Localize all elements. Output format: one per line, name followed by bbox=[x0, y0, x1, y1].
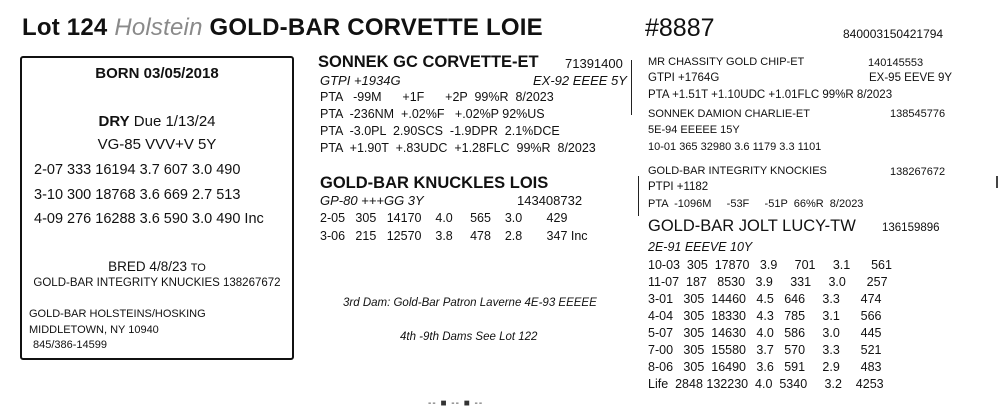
sire-dam-name: SONNEK DAMION CHARLIE-ET bbox=[648, 108, 810, 120]
dam-dam-reg: 136159896 bbox=[882, 222, 940, 234]
record-row: 3-10 300 18768 3.6 669 2.7 513 bbox=[34, 187, 241, 203]
dam-class: GP-80 +++GG 3Y bbox=[320, 193, 424, 208]
breed-label: Holstein bbox=[114, 14, 203, 41]
dam-dam-record-row: Life 2848 132230 4.0 5340 3.2 4253 bbox=[648, 377, 884, 391]
dam-dam-record-row: 10-03 305 17870 3.9 701 3.1 561 bbox=[648, 258, 892, 272]
cow-name: GOLD-BAR CORVETTE LOIE bbox=[209, 14, 543, 41]
cow-id: 840003150421794 bbox=[843, 27, 944, 41]
bred-bull: GOLD-BAR INTEGRITY KNUCKIES 138267672 bbox=[33, 277, 281, 289]
sire-pta-row: PTA +1.90T +.83UDC +1.28FLC 99%R 8/2023 bbox=[320, 141, 596, 155]
due-date: Due 1/13/24 bbox=[133, 113, 216, 130]
dam-name: GOLD-BAR KNUCKLES LOIS bbox=[320, 174, 549, 192]
lot-number: Lot 124 bbox=[22, 14, 108, 41]
dam-dam-record-row: 7-00 305 15580 3.7 570 3.3 521 bbox=[648, 343, 882, 357]
owner-phone: 845/386-14599 bbox=[33, 339, 108, 351]
sire-dam-reg: 138545776 bbox=[890, 108, 946, 120]
dam-sire-reg: 138267672 bbox=[890, 166, 946, 178]
dam-dam-record-row: 8-06 305 16490 3.6 591 2.9 483 bbox=[648, 360, 882, 374]
page-footer-fragment: -- ■ -- ■ -- bbox=[428, 398, 484, 409]
born-date: BORN 03/05/2018 bbox=[95, 65, 219, 82]
record-row: 2-07 333 16194 3.7 607 3.0 490 bbox=[34, 162, 241, 178]
dam-dam-record-row: 11-07 187 8530 3.9 331 3.0 257 bbox=[648, 275, 888, 289]
pedigree-line-dam bbox=[638, 176, 639, 216]
sire-pta-row: PTA -3.0PL 2.90SCS -1.9DPR 2.1%DCE bbox=[320, 124, 560, 138]
dry-label: DRY bbox=[98, 113, 130, 130]
bred-to: TO bbox=[190, 262, 206, 274]
sire-sire-name: MR CHASSITY GOLD CHIP-ET bbox=[648, 56, 805, 68]
dam-record-row: 2-05 305 14170 4.0 565 3.0 429 bbox=[320, 211, 568, 225]
cursor-marker bbox=[996, 176, 998, 188]
owner-city: MIDDLETOWN, NY 10940 bbox=[29, 324, 159, 336]
bred-line bbox=[22, 259, 292, 274]
sire-name: SONNEK GC CORVETTE-ET bbox=[318, 53, 539, 71]
bred-date: BRED 4/8/23 bbox=[108, 259, 187, 274]
dry-line bbox=[22, 113, 292, 130]
sire-dam-record: 10-01 365 32980 3.6 1179 3.3 1101 bbox=[648, 141, 822, 153]
dam-reg: 143408732 bbox=[517, 193, 583, 208]
dam-sire-ptpi: PTPI +1182 bbox=[648, 181, 709, 193]
sire-pta-row: PTA -99M +1F +2P 99%R 8/2023 bbox=[320, 90, 554, 104]
sire-sire-pta: PTA +1.51T +1.10UDC +1.01FLC 99%R 8/2023 bbox=[648, 89, 893, 101]
classification: VG-85 VVV+V 5Y bbox=[97, 136, 217, 153]
sire-gtpi: GTPI +1934G bbox=[320, 73, 401, 88]
dam-dam-record-row: 3-01 305 14460 4.5 646 3.3 474 bbox=[648, 292, 882, 306]
sire-dam-class: 5E-94 EEEEE 15Y bbox=[648, 124, 740, 136]
sire-sire-class: EX-95 EEVE 9Y bbox=[869, 72, 953, 84]
dam-dam-class: 2E-91 EEEVE 10Y bbox=[648, 240, 753, 254]
cow-info-box bbox=[20, 56, 294, 360]
dam-dam-name: GOLD-BAR JOLT LUCY-TW bbox=[648, 217, 856, 235]
sire-pta-row: PTA -236NM +.02%F +.02%P 92%US bbox=[320, 107, 545, 121]
dam-dam-record-row: 5-07 305 14630 4.0 586 3.0 445 bbox=[648, 326, 882, 340]
owner-name: GOLD-BAR HOLSTEINS/HOSKING bbox=[29, 308, 206, 320]
sire-sire-gtpi: GTPI +1764G bbox=[648, 72, 720, 84]
sire-reg: 71391400 bbox=[565, 56, 623, 71]
sire-sire-reg: 140145553 bbox=[868, 57, 924, 69]
dam-sire-name: GOLD-BAR INTEGRITY KNOCKIES bbox=[648, 165, 827, 177]
dam-dam-record-row: 4-04 305 18330 4.3 785 3.1 566 bbox=[648, 309, 882, 323]
record-row: 4-09 276 16288 3.6 590 3.0 490 Inc bbox=[34, 211, 264, 227]
catalog-number: #8887 bbox=[645, 14, 715, 42]
dam-sire-pta: PTA -1096M -53F -51P 66%R 8/2023 bbox=[648, 198, 864, 210]
lot-title bbox=[22, 14, 543, 42]
dam-record-row: 3-06 215 12570 3.8 478 2.8 347 Inc bbox=[320, 229, 588, 243]
pedigree-line-sire bbox=[631, 60, 632, 115]
third-dam: 3rd Dam: Gold-Bar Patron Laverne 4E-93 EEEEE bbox=[343, 297, 597, 309]
sire-class: EX-92 EEEE 5Y bbox=[533, 73, 627, 88]
further-dams-note: 4th -9th Dams See Lot 122 bbox=[400, 331, 538, 343]
